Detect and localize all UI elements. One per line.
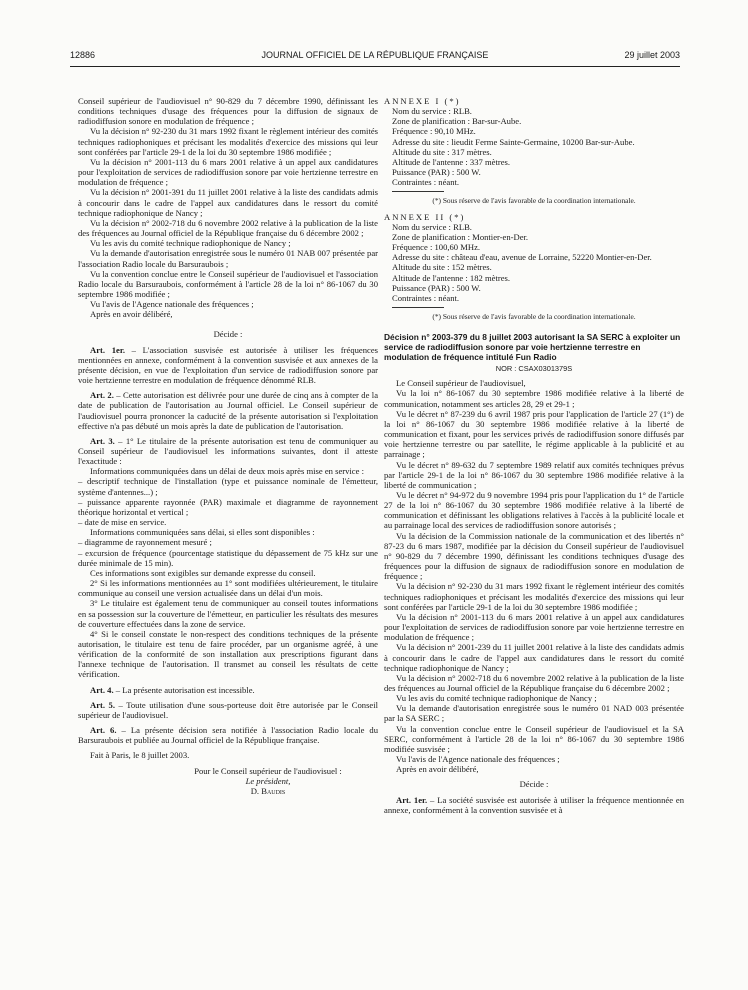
right-column xyxy=(384,96,684,815)
paragraph: Vu la décision n° 2001-391 du 11 juillet 2001 relative à la liste des candidats admis à concourir dans le cadre de l'appel aux candidatures dans le ressort du comité technique radiophonique de Nancy ; xyxy=(78,187,378,218)
annex-line: Altitude du site : 317 mètres. xyxy=(392,146,492,157)
paragraph: Conseil supérieur de l'audiovisuel n° 90-829 du 7 décembre 1990, définissant les conditions techniques d'usage des fréquences pour la diffusion de signaux de radiodiffusion sonore en modulation de fréquence ; xyxy=(78,96,378,127)
paragraph: Vu l'avis de l'Agence nationale des fréquences ; xyxy=(396,754,560,765)
journal-title: JOURNAL OFFICIEL DE LA RÉPUBLIQUE FRANÇAISE xyxy=(261,50,489,60)
article-6 xyxy=(78,725,378,745)
list-item: – puissance apparente rayonnée (PAR) maximale et diagramme de rayonnement théorique horizontal et vertical ; xyxy=(78,496,378,517)
paragraph: Vu le décret n° 94-972 du 9 novembre 1994 pris pour l'application du 1° de l'article 27 de la loi n° 86-1067 du 30 septembre 1986 modifiée relative à la liberté de communication et définissant les obligations relatives à l'accès à la publicité locale et au parrainage local des services de radiodiffusion sonore autorisés ; xyxy=(384,490,684,531)
nor-reference: NOR : CSAX0301379S xyxy=(495,364,573,374)
paragraph: Vu la loi n° 86-1067 du 30 septembre 1986 modifiée relative à la liberté de communication, notamment ses articles 28, 29 et 29-1 ; xyxy=(384,388,684,409)
paragraph: Vu la décision n° 2001-113 du 6 mars 2001 relative à un appel aux candidatures pour l'exploitation de services de radiodiffusion sonore par voie hertzienne terrestre en modulation de fréquence ; xyxy=(384,611,684,643)
article-text: – La présente autorisation est incessible. xyxy=(113,684,255,695)
article-5 xyxy=(78,700,378,720)
paragraph: Vu le décret n° 87-239 du 6 avril 1987 pris pour l'application de l'article 27 (1°) de la loi n° 86-1067 du 30 septembre 1986 modifiée relative à la liberté de communication et fixant, pour les services privés de radiodiffusion sonore diffusés par voie hertzienne terrestre ou par satellite, le régime applicable à la publicité et au parrainage ; xyxy=(384,408,684,460)
done-at: Fait à Paris, le 8 juillet 2003. xyxy=(90,750,190,761)
paragraph: Vu la demande d'autorisation enregistrée sous le numéro 01 NAD 003 présentée par la SA SERC ; xyxy=(384,703,684,724)
list-item: – date de mise en service. xyxy=(78,517,167,528)
list-item: – diagramme de rayonnement mesuré ; xyxy=(78,537,212,548)
article-text: – La société susvisée est autorisée à utiliser la fréquence mentionnée en annexe, conformément à la convention susvisée et à xyxy=(384,794,684,815)
paragraph: Vu la décision n° 2001-239 du 11 juillet 2001 relative à la liste des candidats admis à concourir dans le cadre de l'appel aux candidatures dans le ressort du comité technique radiophonique de Nancy ; xyxy=(384,642,684,673)
paragraph: 4° Si le conseil constate le non-respect des conditions techniques de la présente autorisation, le titulaire est tenu de faire procéder, par un organisme agréé, à une vérification de la conformité de son installation aux prescriptions figurant dans l'annexe technique de l'autorisation. Il transmet au conseil les résultats de cette vérification. xyxy=(78,628,378,680)
annex-1-note: (*) Sous réserve de l'avis favorable de la coordination internationale. xyxy=(432,196,636,206)
annex-line: Fréquence : 90,10 MHz. xyxy=(392,126,476,137)
paragraph: Vu la décision n° 92-230 du 31 mars 1992 fixant le règlement intérieur des comités techniques radiophoniques et précisant les modalités d'exercice des missions qui leur sont conférées par l'article 29-1 de la loi du 30 septembre 1986 modifiée ; xyxy=(78,126,378,157)
article-3 xyxy=(78,436,378,466)
article-text: – Toute utilisation d'une sous-porteuse doit être autorisée par le Conseil supérieur de l'audiovisuel. xyxy=(78,699,379,720)
paragraph: Vu la décision n° 2002-718 du 6 novembre 2002 relative à la publication de la liste des fréquences au Journal officiel de la République française du 6 décembre 2002 ; xyxy=(78,217,378,239)
list-item: – excursion de fréquence (pourcentage statistique du dépassement de 75 kHz sur une durée minimale de 15 min). xyxy=(78,547,378,568)
footnote-rule xyxy=(392,307,444,308)
annex-line: Puissance (PAR) : 500 W. xyxy=(392,167,481,178)
signature-name: D. Baudis xyxy=(250,785,286,796)
header-rule xyxy=(70,66,680,67)
annex-line: Zone de planification : Montier-en-Der. xyxy=(392,231,529,242)
signature-line: Pour le Conseil supérieur de l'audiovisuel : xyxy=(194,765,342,776)
article-label: Art. 3. xyxy=(90,435,115,446)
annex-2 xyxy=(384,222,684,303)
article-label: Art. 6. xyxy=(90,725,117,736)
article-text: – La présente décision sera notifiée à l'association Radio locale du Barsuraubois et publiée au Journal officiel de la République française. xyxy=(78,725,378,746)
paragraph: Vu le décret n° 89-632 du 7 septembre 1989 relatif aux comités techniques prévus par l'article 29-1 de la loi n° 86-1067 du 30 septembre 1986 modifiée relative à la liberté de communication ; xyxy=(384,459,684,490)
annex-1 xyxy=(384,106,684,187)
paragraph: Vu la décision n° 92-230 du 31 mars 1992 fixant le règlement intérieur des comités techniques radiophoniques et précisant les modalités d'exercice des missions qui leur sont conférées par l'article 29-1 de la loi du 30 septembre 1986 modifiée ; xyxy=(384,581,684,612)
paragraph: Informations communiquées sans délai, si elles sont disponibles : xyxy=(90,527,315,538)
article-label: Art. 1er. xyxy=(90,344,125,355)
paragraph: Après en avoir délibéré, xyxy=(90,309,173,320)
annex-2-title: ANNEXE II (*) xyxy=(384,211,466,222)
article-text: – Cette autorisation est délivrée pour une durée de cinq ans à compter de la date de publication de l'autorisation au Journal officiel. Le Conseil supérieur de l'audiovisuel pourra prononcer la caducité de la présente autorisation si l'exploitation effective n'a pas débuté un mois après la date de publication de l'autorisation. xyxy=(78,390,379,431)
issue-date: 29 juillet 2003 xyxy=(624,50,680,60)
paragraph: Informations communiquées dans un délai de deux mois après mise en service : xyxy=(90,466,364,477)
article-1 xyxy=(78,345,378,386)
paragraph: Vu l'avis de l'Agence nationale des fréquences ; xyxy=(90,299,254,310)
annex-line: Contraintes : néant. xyxy=(392,177,460,188)
left-column xyxy=(78,96,378,796)
paragraph: Vu les avis du comité technique radiophonique de Nancy ; xyxy=(90,238,291,249)
annex-line: Contraintes : néant. xyxy=(392,292,460,303)
annex-line: Fréquence : 100,60 MHz. xyxy=(392,242,481,253)
annex-line: Nom du service : RLB. xyxy=(392,221,472,232)
article-label: Art. 1er. xyxy=(396,794,428,805)
decide-heading: Décide : xyxy=(213,329,243,340)
decide-heading: Décide : xyxy=(519,779,549,790)
paragraph: Vu la décision n° 2002-718 du 6 novembre 2002 relative à la publication de la liste des fréquences au Journal officiel de la République française du 6 décembre 2002 ; xyxy=(384,672,684,693)
paragraph: Vu la convention conclue entre le Conseil supérieur de l'audiovisuel et la SA SERC, conformément à l'article 28 de la loi n° 86-1067 du 30 septembre 1986 modifiée susvisée ; xyxy=(384,723,684,754)
page-number: 12886 xyxy=(70,50,96,60)
annex-line: Altitude de l'antenne : 337 mètres. xyxy=(392,156,511,167)
paragraph: Vu la décision de la Commission nationale de la communication et des libertés n° 87-23 du 6 mars 1987, modifiée par la décision du Conseil supérieur de l'audiovisuel n° 90-829 du 7 décembre 1990, définissant les conditions techniques d'usage des fréquences pour la diffusion de signaux de radiodiffusion sonore en modulation de fréquence ; xyxy=(384,530,684,582)
article-label: Art. 2. xyxy=(90,390,114,401)
paragraph: Vu la convention conclue entre le Conseil supérieur de l'audiovisuel et l'association Radio locale du Barsuraubois, conformément à l'article 28 de la loi n° 86-1067 du 30 septembre 1986 modifiée ; xyxy=(78,268,378,299)
page-header xyxy=(70,50,680,64)
annex-line: Adresse du site : lieudit Ferme Sainte-Germaine, 10200 Bar-sur-Aube. xyxy=(392,136,635,147)
annex-line: Adresse du site : château d'eau, avenue de Lorraine, 52220 Montier-en-Der. xyxy=(392,252,652,263)
decision-title: Décision n° 2003-379 du 8 juillet 2003 autorisant la SA SERC à exploiter un service de radiodiffusion sonore par voie hertzienne terrestre en modulation de fréquence intitulé Fun Radio xyxy=(384,332,681,363)
article-1 xyxy=(384,795,684,815)
paragraph: Ces informations sont exigibles sur demande expresse du conseil. xyxy=(90,567,316,578)
article-2 xyxy=(78,390,378,431)
paragraph: 2° Si les informations mentionnées au 1° sont modifiées ultérieurement, le titulaire communique au conseil une version actualisée dans un délai d'un mois. xyxy=(78,578,378,599)
annex-line: Puissance (PAR) : 500 W. xyxy=(392,282,481,293)
annex-line: Zone de planification : Bar-sur-Aube. xyxy=(392,116,522,127)
annex-2-note: (*) Sous réserve de l'avis favorable de la coordination internationale. xyxy=(432,311,636,321)
signature-title: Le président, xyxy=(245,775,291,786)
paragraph: Vu les avis du comité technique radiophonique de Nancy ; xyxy=(396,693,597,704)
annex-line: Nom du service : RLB. xyxy=(392,106,472,117)
paragraph: 3° Le titulaire est également tenu de communiquer au conseil toutes informations en sa possession sur la couverture de l'émetteur, en particulier les résultats des mesures de couverture effectuées dans la zone de service. xyxy=(78,598,378,629)
article-4 xyxy=(78,685,378,695)
article-label: Art. 4. xyxy=(90,684,114,695)
annex-line: Altitude du site : 152 mètres. xyxy=(392,262,492,273)
paragraph: Le Conseil supérieur de l'audiovisuel, xyxy=(396,378,526,389)
footnote-rule xyxy=(392,191,444,192)
article-text: – 1° Le titulaire de la présente autorisation est tenu de communiquer au Conseil supérieur de l'audiovisuel les informations suivantes, dont il atteste l'exactitude : xyxy=(78,435,379,467)
article-label: Art. 5. xyxy=(90,699,116,710)
list-item: – descriptif technique de l'installation (type et puissance nominale de l'émetteur, système d'antennes...) ; xyxy=(78,476,378,497)
paragraph: Vu la demande d'autorisation enregistrée sous le numéro 01 NAB 007 présentée par l'association Radio locale du Barsuraubois ; xyxy=(78,248,378,269)
annex-1-title: ANNEXE I (*) xyxy=(384,96,461,106)
paragraph: Après en avoir délibéré, xyxy=(396,764,479,775)
annex-line: Altitude de l'antenne : 182 mètres. xyxy=(392,272,511,283)
paragraph: Vu la décision n° 2001-113 du 6 mars 2001 relative à un appel aux candidatures pour l'exploitation de services de radiodiffusion sonore par voie hertzienne terrestre en modulation de fréquence ; xyxy=(78,156,378,188)
article-text: – L'association susvisée est autorisée à utiliser les fréquences mentionnées en annexe, conformément à la convention susvisée et aux annexes de la présente décision, en vue de l'exploitation d'un service de radiodiffusion sonore par voie hertzienne terrestre en modulation de fréquence dénommé RLB. xyxy=(78,344,378,386)
